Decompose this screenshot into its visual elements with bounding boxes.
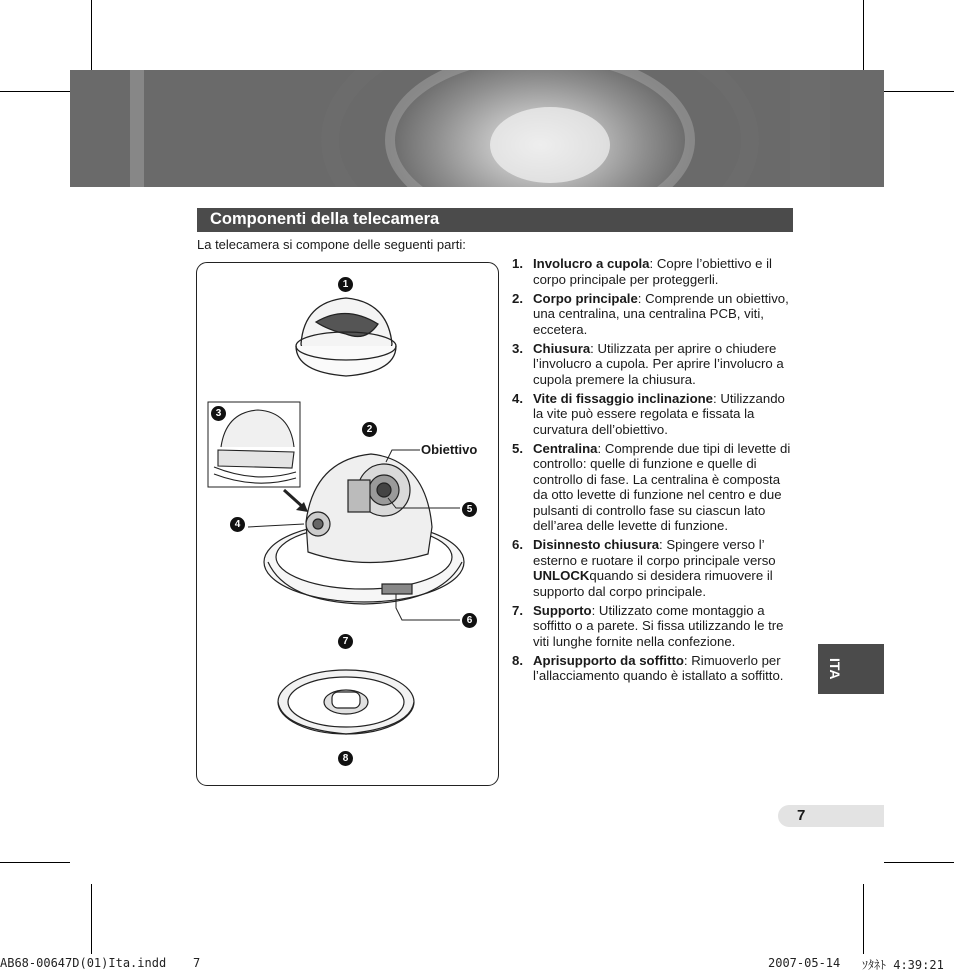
item-term-unlock: UNLOCK [533, 568, 590, 583]
item-term: Disinnesto chiusura [533, 537, 660, 552]
item-number: 1. [512, 256, 523, 271]
item-description: : Utilizzato come montaggio a soffitto o a parete. Si fissa utilizzando le tre viti lunghe fornite nella confezione. [533, 602, 784, 649]
item-number: 5. [512, 440, 523, 456]
item-description: : Utilizzata per aprire o chiudere l’involucro a cupola. Per aprire l’involucro a cupola premere la chiusura. [533, 340, 784, 387]
crop-mark [884, 91, 954, 92]
list-item [512, 391, 794, 438]
item-term: Chiusura [533, 340, 591, 356]
lens-photo-graphic [70, 70, 884, 187]
slug-page: 7 [193, 956, 201, 970]
crop-mark [91, 0, 92, 70]
item-number: 3. [512, 340, 523, 356]
page-number-tab [778, 805, 884, 827]
callout-3: 3 [211, 406, 226, 421]
slug-time: ｿﾀﾈﾄ 4:39:21 [862, 958, 944, 972]
item-term: Corpo principale [533, 290, 638, 306]
section-heading-bar [197, 208, 793, 232]
list-item [512, 291, 794, 338]
slug-file: AB68-00647D(01)Ita.indd [0, 956, 167, 970]
item-term: Centralina [533, 440, 598, 456]
list-item [512, 653, 794, 684]
crop-mark [863, 884, 864, 954]
list-item [512, 256, 794, 287]
callout-5: 5 [462, 502, 477, 517]
lens-label: Obiettivo [421, 442, 478, 457]
crop-mark [863, 0, 864, 70]
header-banner-photo [70, 70, 884, 187]
callout-1: 1 [338, 277, 353, 292]
item-description: : Copre l’obiettivo e il corpo principale per proteggerli. [533, 256, 772, 287]
item-term: Supporto [533, 602, 592, 618]
item-number: 2. [512, 290, 523, 306]
item-number: 8. [512, 652, 523, 668]
dome-cover-drawing [296, 298, 396, 376]
crop-mark [91, 884, 92, 954]
item-number: 6. [512, 537, 523, 552]
item-description: : Comprende due tipi di levette di controllo: quelle di funzione e quelle di controllo di fase. La centralina è composta da otto levette di funzione nel centro e due pulsanti di controllo fase su ciascun lato dell’area delle levette di funzione. [533, 440, 791, 533]
section-title: Componenti della telecamera [210, 210, 440, 228]
item-description-cont: quando si desidera rimuovere il supporto dal corpo principale. [533, 568, 773, 599]
parts-list [512, 256, 794, 687]
list-item [512, 603, 794, 650]
crop-mark [0, 91, 70, 92]
crop-mark [0, 862, 70, 863]
item-number: 7. [512, 602, 523, 618]
list-item [512, 441, 794, 534]
callout-2: 2 [362, 422, 377, 437]
item-description: : Spingere verso l’ esterno e ruotare il corpo principale verso [533, 537, 776, 568]
item-term: Aprisupporto da soffitto [533, 652, 684, 668]
intro-text: La telecamera si compone delle seguenti parti: [197, 237, 466, 252]
list-item [512, 537, 794, 599]
item-description: : Comprende un obiettivo, una centralina, una centralina PCB, viti, eccetera. [533, 290, 789, 337]
language-tab [818, 644, 884, 694]
item-term: Involucro a cupola [533, 256, 650, 271]
callout-4: 4 [230, 517, 245, 532]
item-description: : Rimuoverlo per l’allacciamento quando è istallato a soffitto. [533, 652, 784, 683]
slug-date: 2007-05-14 [768, 956, 841, 970]
page-number: 7 [797, 807, 806, 824]
crop-mark [884, 862, 954, 863]
item-number: 4. [512, 390, 523, 406]
callout-7: 7 [338, 634, 353, 649]
mount-bracket-drawing [278, 670, 414, 734]
callout-6: 6 [462, 613, 477, 628]
callout-8: 8 [338, 751, 353, 766]
item-description: : Utilizzando la vite può essere regolata e fissata la curvatura dell’obiettivo. [533, 390, 785, 437]
list-item [512, 341, 794, 388]
item-term: Vite di fissaggio inclinazione [533, 390, 714, 406]
language-tab-label: ITA [827, 658, 843, 680]
